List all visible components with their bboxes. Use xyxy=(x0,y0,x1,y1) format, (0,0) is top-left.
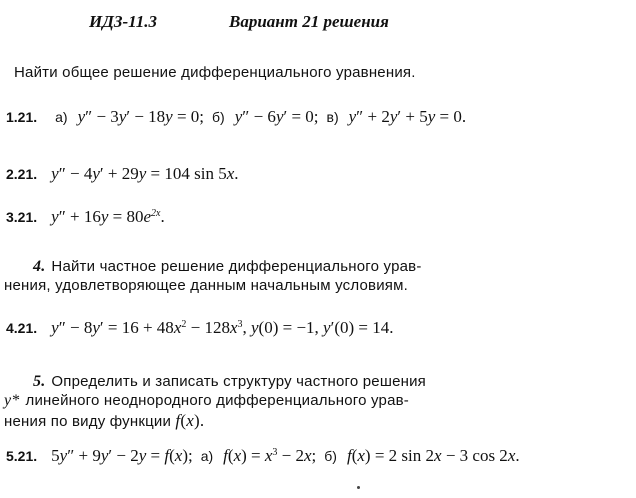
problem-number: 4.21. xyxy=(6,320,38,336)
problem-3-21 xyxy=(6,207,165,227)
problem-number: 1.21. xyxy=(6,109,38,125)
task5-fx: f(x). xyxy=(175,411,205,430)
task5-ystar: y* xyxy=(4,392,20,409)
problem-1-21 xyxy=(6,107,466,127)
task5-line1 xyxy=(33,373,426,391)
task4-text-1: Найти частное решение дифференциального урав- xyxy=(51,258,422,275)
equation-2: y″ − 4y′ + 29y = 104 sin 5x. xyxy=(51,164,239,183)
label-b: б) xyxy=(324,448,337,464)
equation-1a: y″ − 3y′ − 18y = 0; xyxy=(77,107,205,126)
problem-4-21 xyxy=(6,318,393,338)
equation-4: $y'' - 8y' = 16 + 48x^2 - 128x^3$, y(0) = −1, y′(0) = 14. xyxy=(51,318,394,337)
scan-speck xyxy=(357,486,360,489)
task5-text-2: линейного неоднородного дифференциального урав- xyxy=(25,392,409,409)
equation-1c: y″ + 2y′ + 5y = 0. xyxy=(348,107,467,126)
problem-number: 3.21. xyxy=(6,209,38,225)
task4-line1 xyxy=(33,258,422,276)
equation-2-var: x xyxy=(226,164,235,183)
task5-line2 xyxy=(4,392,409,410)
equation-5: 5y″ + 9y′ − 2y = f(x); xyxy=(51,446,193,465)
doc-variant: Вариант 21 решения xyxy=(229,12,389,31)
problem-number: 5.21. xyxy=(6,448,38,464)
doc-title: ИДЗ-11.3 xyxy=(89,12,157,31)
problem-2-21 xyxy=(6,164,239,184)
equation-5a: $f(x) = x^3 - 2x$; xyxy=(223,446,317,465)
equation-3: $y'' + 16y = 80e^{2x}$. xyxy=(51,207,165,226)
label-a: а) xyxy=(55,109,68,125)
equation-3-rhs: 80 xyxy=(126,207,144,226)
label-a: а) xyxy=(200,448,214,464)
equation-3-exponent: 2x xyxy=(151,208,161,219)
task5-text-1: Определить и записать структуру частного решения xyxy=(51,373,427,390)
equation-2-rhs: 104 sin 5 xyxy=(164,164,227,183)
label-b: б) xyxy=(212,109,225,125)
task4-line2: нения, удовлетворяющее данным начальным условиям. xyxy=(4,277,408,294)
label-c: в) xyxy=(326,109,339,125)
problem-number: 2.21. xyxy=(6,166,38,182)
section1-instruction: Найти общее решение дифференциального уравнения. xyxy=(14,64,416,81)
equation-1b: y″ − 6y′ = 0; xyxy=(234,107,319,126)
task5-number: 5. xyxy=(33,373,46,390)
task5-text-3: нения по виду функции xyxy=(4,413,172,430)
problem-5-21 xyxy=(6,446,520,466)
task4-number: 4. xyxy=(33,258,46,275)
equation-5b: f(x) = 2 sin 2x − 3 cos 2x. xyxy=(346,446,520,465)
task5-line3 xyxy=(4,411,204,431)
